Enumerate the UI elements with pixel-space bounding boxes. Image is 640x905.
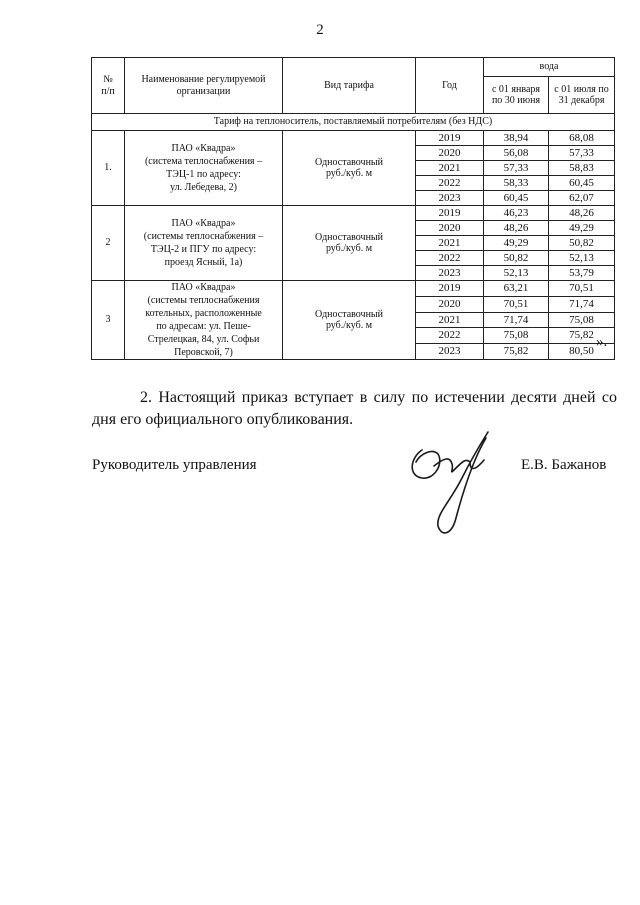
year-cell: 2020	[416, 221, 484, 236]
header-tariff-type: Вид тарифа	[283, 58, 416, 114]
header-water: вода	[484, 58, 615, 77]
year-cell: 2023	[416, 191, 484, 206]
tariff-value-period-2: 60,45	[549, 176, 615, 191]
row-number: 1.	[92, 131, 125, 206]
tariff-table	[91, 57, 615, 360]
closing-quote: ».	[596, 334, 608, 350]
year-cell: 2021	[416, 161, 484, 176]
tariff-value-period-1: 63,21	[484, 281, 549, 297]
tariff-value-period-1: 48,26	[484, 221, 549, 236]
tariff-value-period-2: 75,08	[549, 312, 615, 328]
tariff-value-period-1: 57,33	[484, 161, 549, 176]
tariff-value-period-2: 75,82	[549, 328, 615, 344]
organization-name: ПАО «Квадра» (система теплоснабжения – ТЭЦ-1 по адресу: ул. Лебедева, 2)	[125, 131, 283, 206]
order-paragraph: 2. Настоящий приказ вступает в силу по истечении десяти дней со дня его официального опубликования.	[92, 389, 617, 428]
tariff-value-period-1: 38,94	[484, 131, 549, 146]
tariff-value-period-1: 46,23	[484, 206, 549, 221]
header-year: Год	[416, 58, 484, 114]
page-number: 2	[316, 22, 324, 38]
tariff-value-period-2: 68,08	[549, 131, 615, 146]
section-title: Тариф на теплоноситель, поставляемый потребителям (без НДС)	[92, 114, 615, 131]
tariff-value-period-1: 56,08	[484, 146, 549, 161]
row-number: 3	[92, 281, 125, 360]
table-row	[92, 206, 615, 221]
tariff-value-period-2: 48,26	[549, 206, 615, 221]
signer-name: Е.В. Бажанов	[521, 457, 607, 473]
tariff-value-period-2: 52,13	[549, 251, 615, 266]
organization-name: ПАО «Квадра» (системы теплоснабжения – ТЭЦ-2 и ПГУ по адресу: проезд Ясный, 1а)	[125, 206, 283, 281]
year-cell: 2019	[416, 281, 484, 297]
row-number: 2	[92, 206, 125, 281]
tariff-value-period-2: 53,79	[549, 266, 615, 281]
header-org: Наименование регулируемой организации	[125, 58, 283, 114]
year-cell: 2020	[416, 296, 484, 312]
tariff-type: Одноставочный руб./куб. м	[283, 281, 416, 360]
tariff-value-period-2: 57,33	[549, 146, 615, 161]
signer-title: Руководитель управления	[92, 457, 257, 473]
tariff-value-period-2: 80,50	[549, 344, 615, 360]
tariff-value-period-1: 71,74	[484, 312, 549, 328]
tariff-value-period-2: 71,74	[549, 296, 615, 312]
handwritten-signature	[404, 418, 504, 548]
tariff-value-period-2: 58,83	[549, 161, 615, 176]
tariff-value-period-2: 49,29	[549, 221, 615, 236]
tariff-value-period-1: 75,08	[484, 328, 549, 344]
year-cell: 2022	[416, 176, 484, 191]
year-cell: 2023	[416, 266, 484, 281]
year-cell: 2019	[416, 206, 484, 221]
year-cell: 2021	[416, 236, 484, 251]
year-cell: 2022	[416, 328, 484, 344]
year-cell: 2022	[416, 251, 484, 266]
tariff-type: Одноставочный руб./куб. м	[283, 131, 416, 206]
header-period-1: с 01 января по 30 июня	[484, 77, 549, 114]
year-cell: 2023	[416, 344, 484, 360]
organization-name: ПАО «Квадра» (системы теплоснабжения котельных, расположенные по адресам: ул. Пеше- Стрелецкая, 84, ул. Софьи Перовской, 7)	[125, 281, 283, 360]
tariff-value-period-2: 62,07	[549, 191, 615, 206]
tariff-value-period-1: 60,45	[484, 191, 549, 206]
tariff-value-period-1: 52,13	[484, 266, 549, 281]
tariff-value-period-2: 70,51	[549, 281, 615, 297]
header-period-2: с 01 июля по 31 декабря	[549, 77, 615, 114]
tariff-value-period-1: 58,33	[484, 176, 549, 191]
year-cell: 2021	[416, 312, 484, 328]
year-cell: 2020	[416, 146, 484, 161]
table-row	[92, 131, 615, 146]
tariff-value-period-1: 70,51	[484, 296, 549, 312]
tariff-value-period-1: 75,82	[484, 344, 549, 360]
header-num: № п/п	[92, 58, 125, 114]
tariff-type: Одноставочный руб./куб. м	[283, 206, 416, 281]
tariff-value-period-1: 50,82	[484, 251, 549, 266]
tariff-value-period-2: 50,82	[549, 236, 615, 251]
table-row	[92, 281, 615, 297]
tariff-value-period-1: 49,29	[484, 236, 549, 251]
year-cell: 2019	[416, 131, 484, 146]
